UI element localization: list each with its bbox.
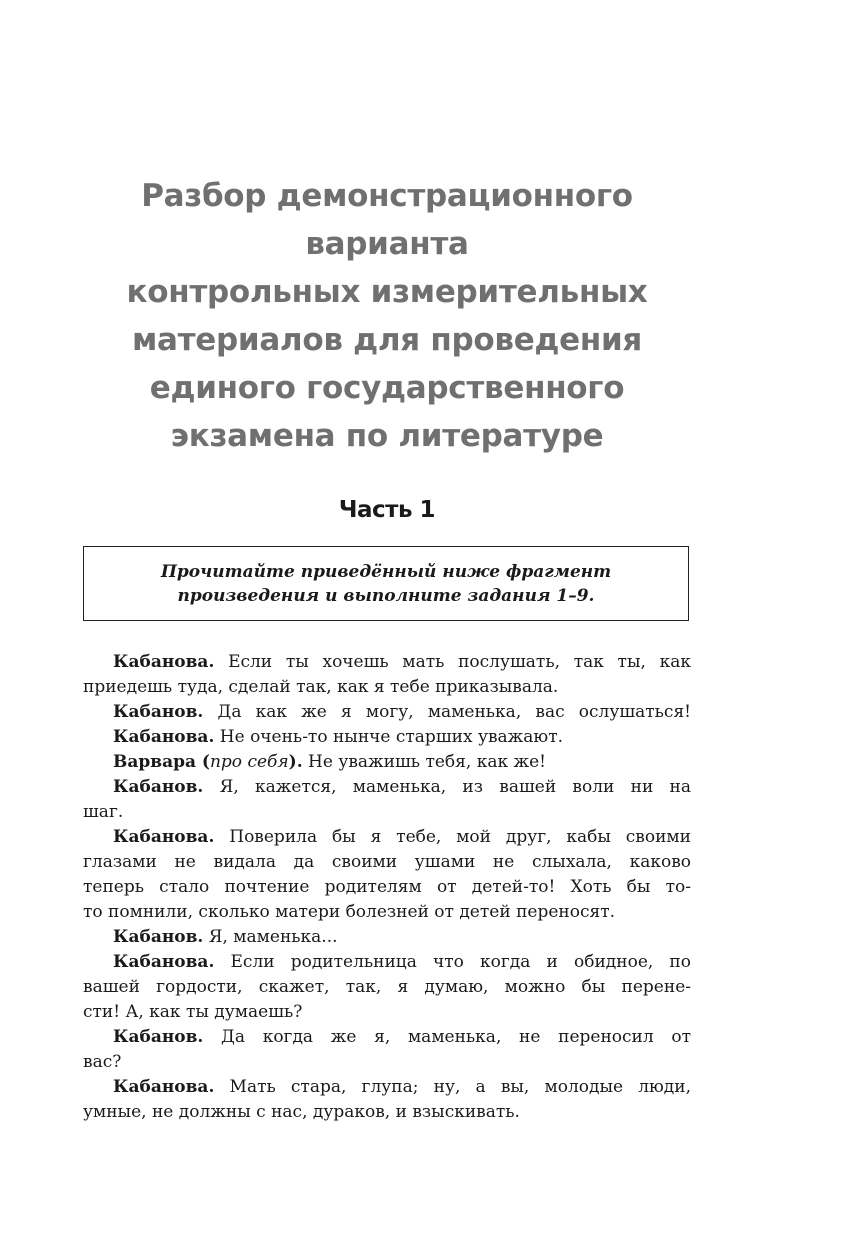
stage-direction: про себя <box>209 752 289 772</box>
dialogue-line <box>83 875 691 900</box>
dialogue-line <box>83 1000 691 1025</box>
replica-text: сти! А, как ты думаешь? <box>83 1002 303 1022</box>
replica-text: Если ты хочешь мать послушать, так ты, как <box>214 652 691 672</box>
dialogue-line <box>83 800 691 825</box>
speaker-name: Варвара ( <box>113 752 210 772</box>
task-line: произведения и выполните задания 1–9. <box>177 585 595 606</box>
title-line: материалов для проведения <box>131 322 643 358</box>
title-line: единого государственного <box>149 370 625 406</box>
speaker-name: Кабанова. <box>113 1077 215 1097</box>
dialogue-line <box>83 1025 691 1050</box>
speaker-name: Кабанова. <box>113 652 215 672</box>
dialogue-line <box>83 850 691 875</box>
dialogue-fragment <box>83 650 691 1125</box>
replica-text: вас? <box>83 1052 122 1072</box>
title-line: контрольных измерительных <box>126 274 648 310</box>
replica-text: Я, маменька... <box>203 927 338 947</box>
replica-text: Не очень-то нынче старших уважают. <box>214 727 564 747</box>
speaker-name: Кабанова. <box>113 952 215 972</box>
dialogue-line <box>83 775 691 800</box>
dialogue-line <box>83 950 691 975</box>
dialogue-line <box>83 1100 691 1125</box>
dialogue-line <box>83 1075 691 1100</box>
speaker-name: Кабанов. <box>113 777 204 797</box>
dialogue-line <box>83 750 691 775</box>
title-line: варианта <box>305 226 469 262</box>
replica-text: вашей гордости, скажет, так, я думаю, можно бы перене- <box>83 977 691 997</box>
dialogue-line <box>83 725 691 750</box>
task-instruction <box>161 560 611 608</box>
speaker-name: Кабанова. <box>113 827 215 847</box>
dialogue-line <box>83 825 691 850</box>
dialogue-line <box>83 975 691 1000</box>
task-line: Прочитайте приведённый ниже фрагмент <box>160 561 612 582</box>
speaker-name: Кабанова. <box>113 727 215 747</box>
replica-text: глазами не видала да своими ушами не слыхала, каково <box>83 852 691 872</box>
replica-text: Да когда же я, маменька, не переносил от <box>203 1027 691 1047</box>
title-line: Разбор демонстрационного <box>141 178 633 214</box>
replica-text: Мать стара, глупа; ну, а вы, молодые люди, <box>214 1077 691 1097</box>
replica-text: Не уважишь тебя, как же! <box>302 752 547 772</box>
dialogue-line <box>83 925 691 950</box>
task-instruction-box <box>83 546 689 621</box>
replica-text: Я, кажется, маменька, из вашей воли ни на <box>203 777 691 797</box>
speaker-name: Кабанов. <box>113 1027 204 1047</box>
replica-text: то помнили, сколько матери болезней от детей переносят. <box>83 902 616 922</box>
replica-text: Да как же я могу, маменька, вас ослушаться! <box>203 702 691 722</box>
dialogue-line <box>83 900 691 925</box>
dialogue-line <box>83 1050 691 1075</box>
replica-text: шаг. <box>83 802 124 822</box>
replica-text: приедешь туда, сделай так, как я тебе приказывала. <box>83 677 559 697</box>
dialogue-line <box>83 650 691 675</box>
replica-text: умные, не должны с нас, дураков, и взыскивать. <box>83 1102 520 1122</box>
part-heading: Часть 1 <box>338 497 436 523</box>
title-line: экзамена по литературе <box>170 418 604 454</box>
page-title <box>83 172 691 460</box>
speaker-name: Кабанов. <box>113 702 204 722</box>
speaker-name-close: ). <box>288 752 303 772</box>
replica-text: Поверила бы я тебе, мой друг, кабы своими <box>214 827 691 847</box>
dialogue-line <box>83 675 691 700</box>
dialogue-line <box>83 700 691 725</box>
replica-text: Если родительница что когда и обидное, по <box>214 952 691 972</box>
replica-text: теперь стало почтение родителям от детей-то! Хоть бы то- <box>83 877 691 897</box>
speaker-name: Кабанов. <box>113 927 204 947</box>
